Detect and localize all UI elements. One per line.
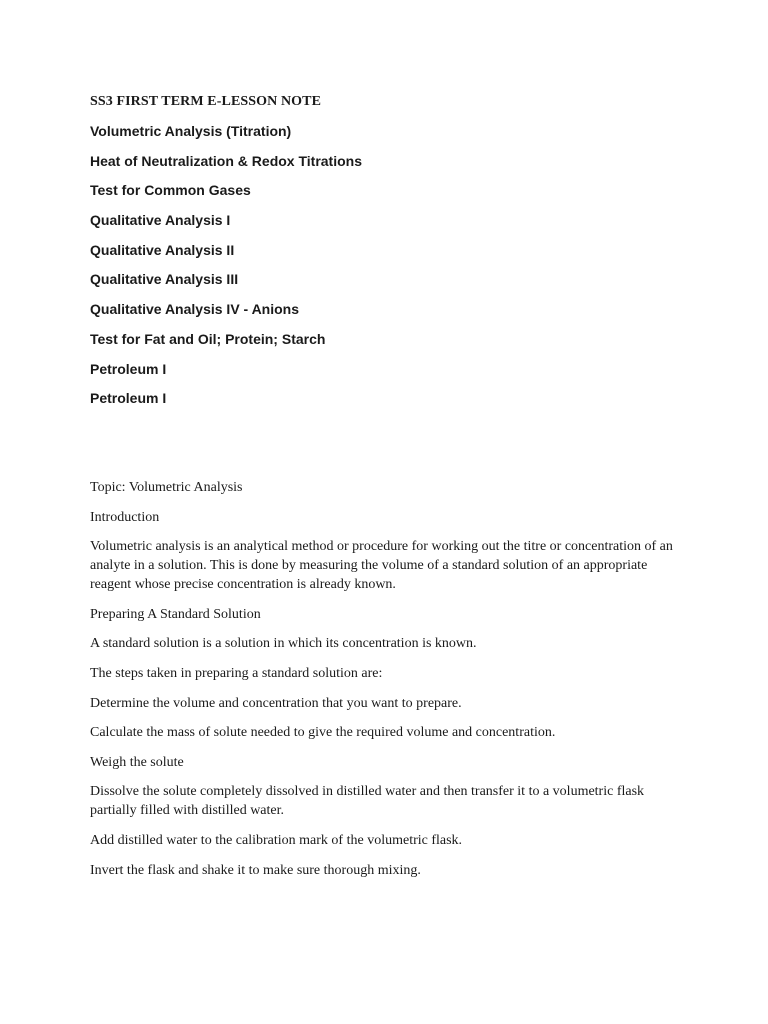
contents-item: Volumetric Analysis (Titration) [90, 123, 292, 139]
contents-item: Qualitative Analysis II [90, 241, 235, 258]
step-item: Weigh the solute [90, 754, 184, 770]
section-heading: Introduction [90, 509, 160, 525]
body-paragraph: Volumetric analysis is an analytical method or procedure for working out the titre or concentration of an analyte in a solution. This is done by measuring the volume of a standard solution of an appropriate reagent whose precise concentration is already known. [90, 539, 673, 593]
section-heading: Preparing A Standard Solution [90, 606, 261, 622]
contents-item: Petroleum I [90, 390, 167, 407]
document-body [90, 478, 690, 890]
step-item: Calculate the mass of solute needed to give the required volume and concentration. [90, 725, 556, 741]
body-paragraph: The steps taken in preparing a standard solution are: [90, 665, 383, 681]
contents-item: Petroleum I [90, 360, 167, 377]
step-item: Determine the volume and concentration that you want to prepare. [90, 695, 462, 711]
step-item: Dissolve the solute completely dissolved in distilled water and then transfer it to a volumetric flask partially filled with distilled water. [90, 784, 645, 819]
contents-list [90, 122, 362, 419]
topic-line: Topic: Volumetric Analysis [90, 480, 243, 495]
contents-item: Test for Fat and Oil; Protein; Starch [90, 330, 326, 347]
contents-item: Qualitative Analysis IV - Anions [90, 301, 300, 318]
contents-item: Qualitative Analysis I [90, 212, 231, 229]
step-item: Invert the flask and shake it to make sure thorough mixing. [90, 862, 421, 878]
contents-item: Test for Common Gases [90, 182, 251, 199]
body-paragraph: A standard solution is a solution in which its concentration is known. [90, 636, 477, 652]
document-title: SS3 FIRST TERM E-LESSON NOTE [90, 94, 322, 109]
contents-item: Heat of Neutralization & Redox Titrations [90, 152, 362, 169]
step-item: Add distilled water to the calibration mark of the volumetric flask. [90, 832, 463, 848]
contents-item: Qualitative Analysis III [90, 271, 239, 288]
